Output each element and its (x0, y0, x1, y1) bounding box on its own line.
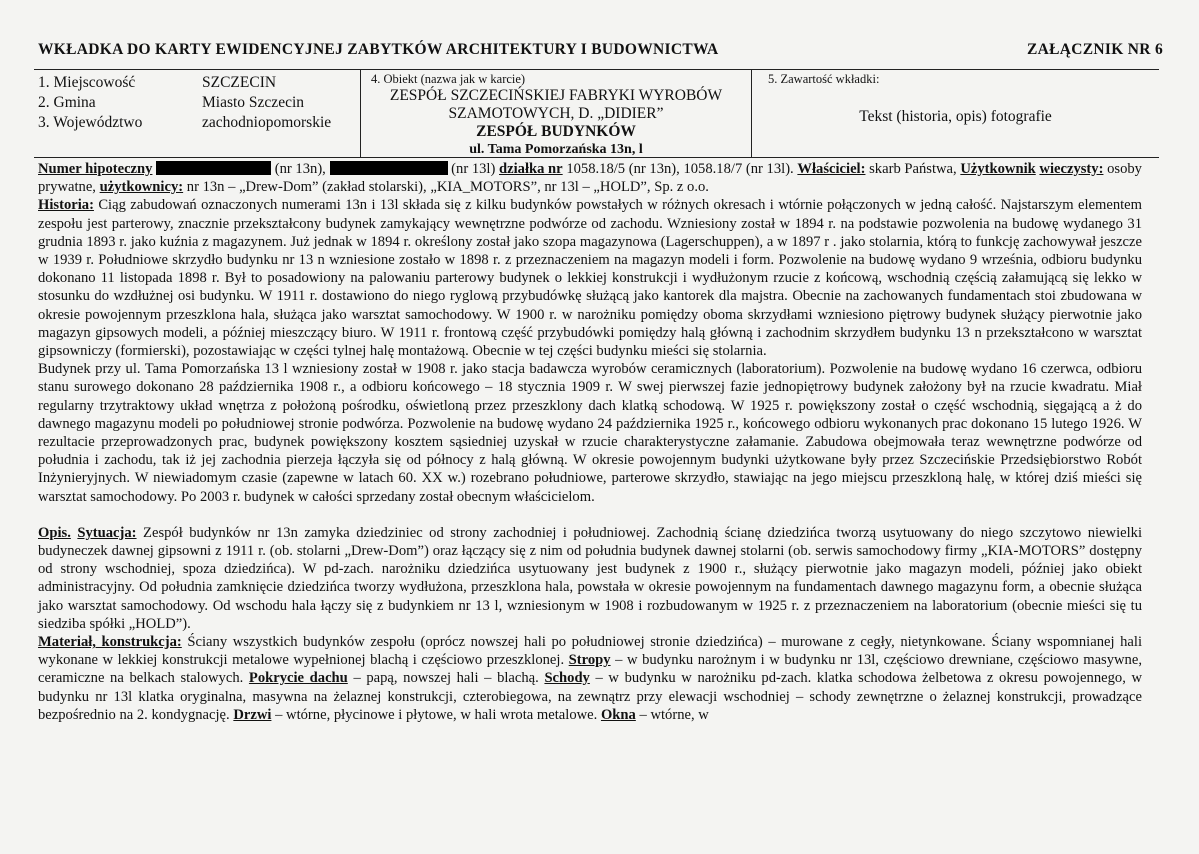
users-label: użytkownicy: (99, 179, 184, 196)
location-value-3: zachodniopomorskie (202, 114, 332, 131)
perpetual-text: osoby prywatne, (38, 161, 1142, 196)
redaction-block (156, 161, 271, 175)
stairs-label: Schody (544, 670, 590, 687)
object-line-4: ul. Tama Pomorzańska 13n, l (469, 142, 643, 157)
grid-bottom-rule (34, 157, 1159, 158)
object-label: 4. Obiekt (nazwa jak w karcie) (371, 72, 526, 86)
plot-text: 1058.18/5 (nr 13n), 1058.18/7 (nr 13l). (566, 161, 794, 177)
location-value-2: Miasto Szczecin (202, 94, 305, 111)
doors-text: – wtórne, płycinowe i płytowe, w hali wrota metalowe. (275, 706, 598, 723)
history-label: Historia: (38, 197, 94, 214)
plot-label: działka nr (499, 161, 563, 177)
location-value-1: SZCZECIN (202, 74, 277, 91)
material-label: Materiał, konstrukcja: (38, 634, 182, 651)
info-grid (34, 69, 1159, 158)
roof-text: – papą, nowszej hali – blachą. (353, 670, 539, 687)
location-label-2: 2. Gmina (38, 94, 96, 111)
description-label: Opis. (38, 524, 71, 541)
perpetual-label: Użytkownik (960, 161, 1036, 177)
history-paragraph-1 (38, 196, 1142, 360)
doors-label: Drzwi (233, 706, 272, 723)
situation-label: Sytuacja: (77, 524, 137, 541)
document-title: WKŁADKA DO KARTY EWIDENCYJNEJ ZABYTKÓW ARCHITEKTURY I BUDOWNICTWA (38, 41, 719, 58)
history-paragraph-2: Budynek przy ul. Tama Pomorzańska 13 l wzniesiony został w 1908 r. jako stacja badawcza wyrobów ceramicznych (laboratorium). Pozwolenie na budowę wydano 16 czerwca, odbioru stanu surowego dokonano 28 października 1908 r., a odbioru końcowego – 18 stycznia 1909 r. W swej pierwszej fazie jednopiętrowy budynek założony był na rzucie kwadratu. Miał regularny trzytraktowy układ wnętrza z położoną pośrodku, oświetloną przez przeszklony dach klatką schodową. W 1925 r. powiększony został o część wschodnią, sięgającą a ż do dawnego magazynu modeli po południowej stronie podwórza. Pozwolenie na budowę wydano 24 października 1925 r., końcowego odbioru wykonanych prac dokonano 15 lutego 1926. W rezultacie przeprowadzonych prac, budynek powiększony kosztem sąsiedniej uzyskał w rzucie charakterystyczne załamanie. Zabudowa obejmowała teraz wewnętrzne podwórze od południa i zachodu, tak iż jej zachodnia pierzeja łączyła się od północy z halą główną. W okresie powojennym budynki użytkowane były przez Szczecińskie Przedsiębiorstwo Robót Inżynieryjnych. W niewiadomym czasie (zapewne w latach 60. XX w.) rozebrano południowe, parterowe skrzydło, stawiając na jego miejscu przeszkloną halę, w której dziś mieści się warsztat samochodowy. Po 2003 r. budynek w całości sprzedany został obecnym właścicielom. (38, 361, 1142, 505)
object-cell (360, 70, 752, 158)
windows-text: – wtórne, w (639, 706, 709, 723)
mortgage-13l: (nr 13l) (451, 161, 496, 177)
windows-label: Okna (600, 706, 636, 723)
history-text-1: Ciąg zabudowań oznaczonych numerami 13n i 13l składa się z kilku budynków powstałych w różnych okresach i wtórnie połączonych w jedną całość. Najstarszym elementem zespołu jest parterowy, znacznie przekształcony budynek zamykający wewnętrzne podwórze od zachodu. Wzniesiony został w 1894 r. na podstawie pozwolenia na budowę wydanego 31 grudnia 1893 r. jako kuźnia z magazynem. Już jednak w 1894 r. określony został jako szopa magazynowa (Lagerschuppen), a w 1897 r . jako stolarnia, którą to funkcję zachowywał jeszcze w 1939 r. Południowe skrzydło budynku nr 13 n wzniesione zostało w 1898 r. z przeznaczeniem na magazyn modeli i form. Pozwolenie na budowę wydano 9 września, odbioru budynku dokonano 11 listopada 1898 r. Był to posadowiony na palowaniu parterowy budynek o lekkiej konstrukcji i wydłużonym rzucie z końcową, wschodnią częścią załamującą się lekko w stosunku do wzdłużnej osi budynku. W 1911 r. dostawiono do niego ryglową przybudówkę służącą jako kantorek dla majstra. Obecnie na zachowanych fundamentach stoi zbudowana w okresie powojennym przeszklona hala, służąca jako warsztat samochodowy. W 1900 r. w narożniku pomiędzy oboma skrzydłami wzniesiono piętrowy budynek służący pierwotnie jako magazyn gipsowych modeli, a później mieszczący biuro. W 1911 r. frontową część przybudówki pomiędzy halą główną i zachodnim skrzydłem budynku 13 n przekształcono w warsztat gipsowniczy (formierski), pozostawiając w części tylnej halę montażową. Obecnie w tej części budynku mieści się stolarnia. (38, 197, 1143, 360)
attachment-number: ZAŁĄCZNIK NR 6 (1027, 41, 1163, 58)
owner-label: Właściciel: (797, 161, 866, 177)
contents-value: Tekst (historia, opis) fotografie (859, 108, 1052, 125)
redaction-block (330, 161, 448, 175)
material-text: Ściany wszystkich budynków zespołu (oprócz nowszej hali po południowej stronie dziedzińca) – murowane z cegły, nietynkowane. Ściany wspomnianej hali wykonane w lekkiej konstrukcji metalowe wypełnionej blachą i częściowo przeszklonej. (38, 634, 1142, 669)
description-paragraph (38, 524, 1142, 633)
description-text: Zespół budynków nr 13n zamyka dziedziniec od strony zachodniej i południowej. Zachodnią ścianę dziedzińca tworzą usytuowany do niego szczytowo niewielki budyneczek dawnej gipsowni z 1911 r. (ob. stolarni „Drew-Dom”) oraz łączący się z nim od południa budynek dawnej stolarni (ob. serwis samochodowy firmy „KIA-MOTORS” dostępny od strony wschodniej, spoza dziedzińca). W pd-zach. narożniku dziedzińca usytuowany jest budynek z 1900 r., służący pierwotnie jako magazyn modeli, później jako obiekt administracyjny. Od południa zamknięcie dziedzińca tworzy wydłużona, przeszklona hala, powstała w okresie powojennym na fundamentach dawnego magazynu form, a obecnie służąca jako warsztat samochodowy. Od wschodu hala łączy się z budynkiem nr 13 l, wzniesionym w 1908 i rozbudowanym w 1925 r. z przeznaczeniem na laboratorium (obecnie mieści się tu siedziba spółki „HOLD”). (38, 524, 1143, 632)
roof-label: Pokrycie dachu (248, 670, 348, 687)
mortgage-13n: (nr 13n), (274, 161, 326, 177)
location-cell (34, 70, 360, 158)
object-line-2: SZAMOTOWYCH, D. „DIDIER” (448, 105, 664, 122)
location-label-1: 1. Miejscowość (38, 74, 136, 91)
stairs-text: – w budynku w narożniku pd-zach. klatka schodowa żelbetowa z okresu powojennego, w budynku nr 13l klatka oryginalna, masywna na żelaznej konstrukcji, czterobiegowa, na zewnątrz przy elewacji wschodniej – schody zewnętrzne o żelaznej konstrukcji, prowadzące bezpośrednio na 2. kondygnację. (38, 670, 1143, 723)
object-line-3: ZESPÓŁ BUDYNKÓW (476, 123, 636, 140)
ceilings-label: Stropy (568, 652, 611, 669)
mortgage-label: Numer hipoteczny (38, 161, 153, 177)
material-paragraph (38, 633, 1142, 724)
owner-text: skarb Państwa, (869, 161, 957, 177)
document-body (38, 160, 1142, 724)
perpetual-label-2: wieczysty: (1039, 161, 1104, 177)
location-label-3: 3. Województwo (38, 114, 143, 131)
contents-label: 5. Zawartość wkładki: (768, 72, 880, 86)
document-header (38, 41, 1163, 59)
ownership-paragraph (38, 160, 1142, 196)
ceilings-text: – w budynku narożnym i w budynku nr 13l, częściowo drewniane, częściowo masywne, ceramiczne na belkach stalowych. (38, 652, 1142, 687)
contents-cell (752, 70, 1159, 158)
users-text: nr 13n – „Drew-Dom” (zakład stolarski), „KIA_MOTORS”, nr 13l – „HOLD”, Sp. z o.o. (186, 179, 709, 196)
object-line-1: ZESPÓŁ SZCZECIŃSKIEJ FABRYKI WYROBÓW (389, 87, 723, 104)
